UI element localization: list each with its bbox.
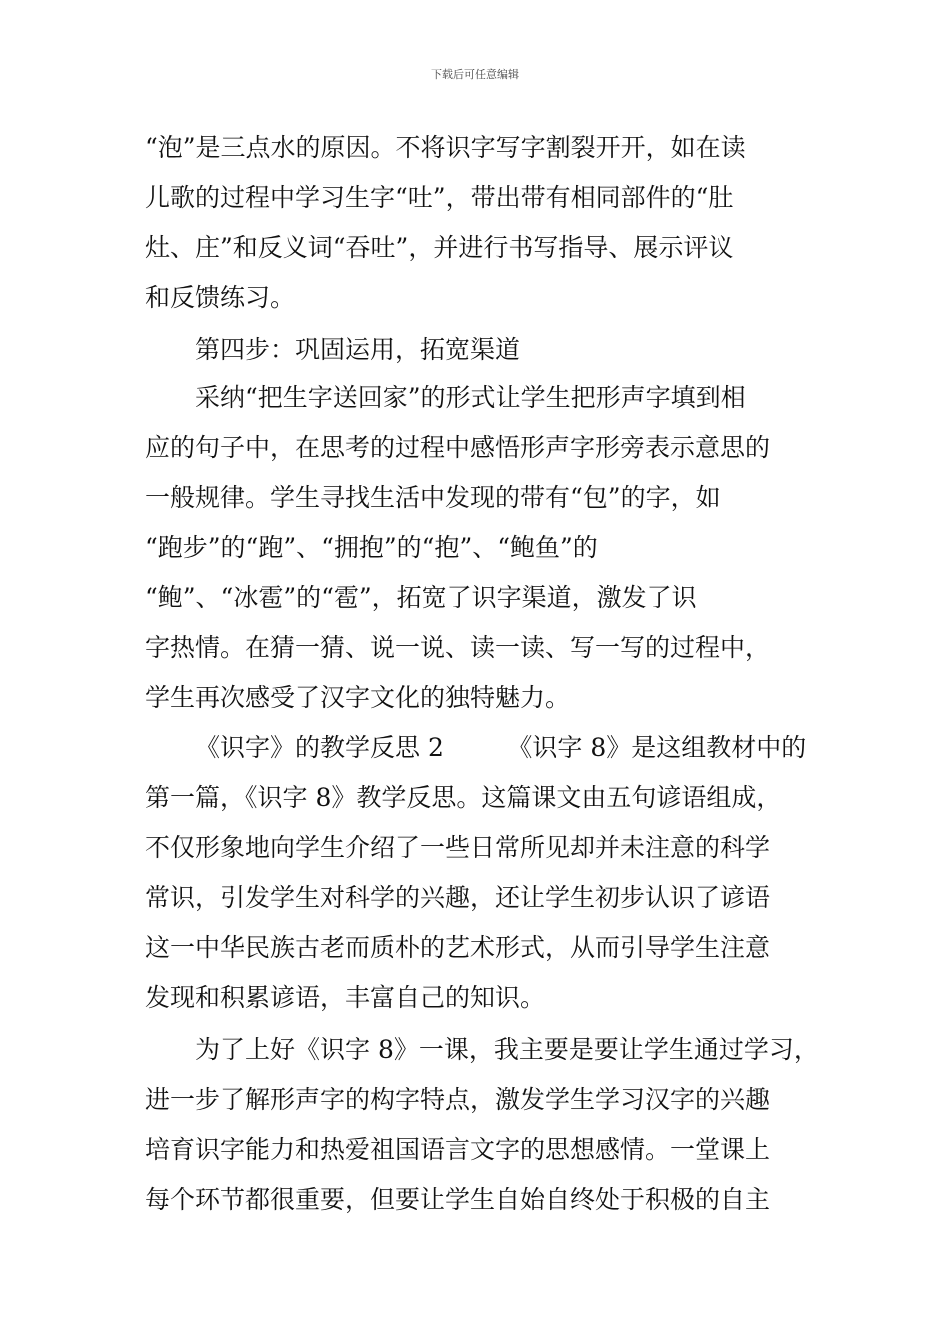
text-line: 这一中华民族古老而质朴的艺术形式，从而引导学生注意 (145, 933, 771, 962)
text-line: 第一篇，《识字 8》教学反思。这篇课文由五句谚语组成， (145, 783, 782, 812)
text-line: 发现和积累谚语，丰富自己的知识。 (145, 983, 546, 1012)
text-line: 字热情。在猜一猜、说一说、读一读、写一写的过程中， (145, 633, 771, 662)
text-line: 进一步了解形声字的构字特点，激发学生学习汉字的兴趣 (145, 1085, 771, 1114)
text-line: 为了上好《识字 8》一课，我主要是要让学生通过学习， (195, 1035, 819, 1064)
text-line: “跑步”的“跑”、“拥抱”的“抱”、“鲍鱼”的 (145, 533, 598, 562)
text-line: 儿歌的过程中学习生字“吐”，带出带有相同部件的“肚 (145, 183, 734, 212)
text-line: “泡”是三点水的原因。不将识字写字割裂开开，如在读 (145, 133, 746, 162)
text-line: 不仅形象地向学生介绍了一些日常所见却并未注意的科学 (145, 833, 771, 862)
text-line: 应的句子中，在思考的过程中感悟形声字形旁表示意思的 (145, 433, 771, 462)
page-header: 下载后可任意编辑 (431, 68, 519, 81)
text-line: 《识字》的教学反思 2 《识字 8》是这组教材中的 (195, 733, 807, 762)
text-line: 灶、庄”和反义词“吞吐”，并进行书写指导、展示评议 (145, 233, 734, 262)
text-line: 学生再次感受了汉字文化的独特魅力。 (145, 683, 571, 712)
text-line: 采纳“把生字送回家”的形式让学生把形声字填到相 (195, 383, 746, 412)
text-line: “鲍”、“冰雹”的“雹”，拓宽了识字渠道，激发了识 (145, 583, 697, 612)
text-line: 培育识字能力和热爱祖国语言文字的思想感情。一堂课上 (145, 1135, 771, 1164)
text-line: 一般规律。学生寻找生活中发现的带有“包”的字，如 (145, 483, 721, 512)
text-line: 每个环节都很重要，但要让学生自始自终处于积极的自主 (145, 1185, 771, 1214)
text-line: 第四步：巩固运用，拓宽渠道 (195, 335, 521, 364)
text-line: 常识，引发学生对科学的兴趣，还让学生初步认识了谚语 (145, 883, 771, 912)
text-line: 和反馈练习。 (145, 283, 296, 312)
